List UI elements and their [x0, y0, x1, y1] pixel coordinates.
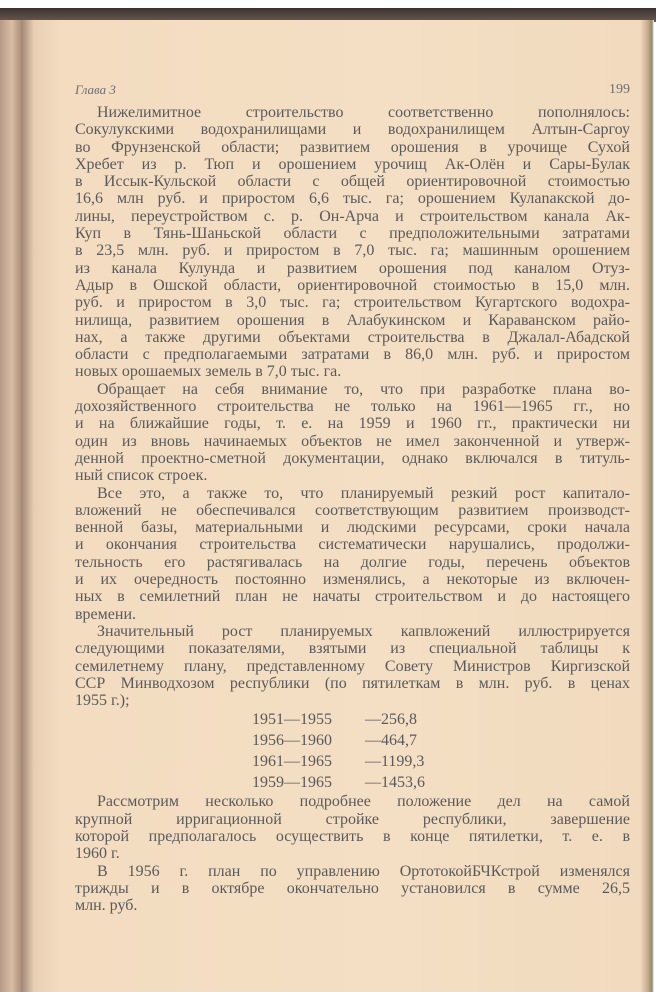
text-line: Рассмотрим несколько подробнее положение дел на самой	[97, 793, 630, 811]
text-line: ных в семилетний план не начаты строительством и до настоящего	[75, 588, 630, 606]
text-line: Все это, а также то, что планируемый резкий рост капитало-	[97, 484, 630, 502]
table-row	[75, 709, 630, 730]
text-line: которой предполагалось осуществить в конце пятилетки, т. е. в	[75, 827, 630, 845]
text-line: следующими показателями, взятыми из специальной таблицы к	[75, 640, 630, 658]
text-line: Хребет из р. Тюп и орошением урочищ Ак-Олён и Сары-Булак	[75, 155, 630, 173]
paragraphs-before-table	[75, 104, 630, 709]
value-cell: —256,8	[365, 711, 417, 729]
paragraph	[75, 623, 630, 709]
text-line: ССР Минводхозом республики (по пятилеткам в млн. руб. в ценах	[75, 674, 630, 692]
page-body	[75, 104, 630, 914]
text-line: тельность его растягивалась на долгие годы, перечень объектов	[75, 553, 630, 571]
period-cell: 1961—1965	[252, 753, 332, 771]
page-number: 199	[609, 82, 630, 97]
paragraph	[75, 793, 630, 862]
text-line: один из вновь начинаемых объектов не имел законченной и утверж-	[75, 432, 630, 450]
text-line: Значительный рост планируемых капвложений иллюстрируется	[97, 622, 630, 640]
text-line: 1955 г.);	[75, 692, 130, 710]
text-line: и окончания строительства систематически нарушались, продолжи-	[75, 536, 630, 554]
text-line: семилетнему плану, представленному Совету Министров Киргизской	[75, 657, 630, 675]
investment-table	[75, 709, 630, 793]
text-line: венной базы, материальными и людскими ресурсами, сроки начала	[75, 519, 630, 537]
text-line: лины, переустройством с. р. Он-Арча и строительством канала Ак-	[75, 207, 630, 225]
period-cell: 1959—1965	[252, 774, 332, 792]
text-line: во Фрунзенской области; развитием орошения в урочище Сухой	[75, 138, 630, 156]
paragraph	[75, 485, 630, 623]
text-line: нах, а также другими объектами строительства в Джалал-Абадской	[75, 328, 630, 346]
table-row	[75, 730, 630, 751]
text-line: Адыр в Ошской области, ориентировочной стоимостью в 15,0 млн.	[75, 276, 630, 294]
text-line: новых орошаемых земель в 7,0 тыс. га.	[75, 363, 342, 381]
text-line: Сокулукскими водохранилищами и водохранилищем Алтын-Саргоу	[75, 121, 630, 139]
text-line: Обращает на себя внимание то, что при разработке плана во-	[97, 380, 630, 398]
text-line: крупной ирригационной стройке республики, завершение	[75, 810, 630, 828]
running-header	[75, 82, 630, 98]
text-line: трижды и в октябре окончательно установился в сумме 26,5	[75, 879, 630, 897]
paragraph	[75, 104, 630, 381]
text-line: в 23,5 млн. руб. и приростом в 7,0 тыс. га; машинным орошением	[75, 242, 630, 260]
value-cell: —464,7	[365, 732, 417, 750]
text-line: денной проектно-сметной документации, однако включался в титуль-	[75, 449, 630, 467]
text-line: и на ближайшие годы, т. е. на 1959 и 1960 гг., практически ни	[75, 415, 630, 433]
table-row	[75, 772, 630, 793]
value-cell: —1453,6	[365, 774, 425, 792]
chapter-title: Глава 3	[75, 82, 116, 97]
text-line: ный список строек.	[75, 467, 208, 485]
text-line: 1960 г.	[75, 845, 120, 863]
text-line: млн. руб.	[75, 897, 138, 915]
period-cell: 1951—1955	[252, 711, 332, 729]
paragraph	[75, 381, 630, 485]
text-line: Нижелимитное строительство соответственно пополнялось:	[97, 104, 630, 121]
paragraph	[75, 863, 630, 915]
text-line: и их очередность постоянно изменялись, а некоторые из включен-	[75, 571, 630, 589]
text-line: дохозяйственного строительства не только на 1961—1965 гг., но	[75, 398, 630, 416]
text-line: из канала Кулунда и развитием орошения под каналом Отуз-	[75, 259, 630, 277]
table-row	[75, 751, 630, 772]
text-line: Куп в Тянь-Шаньской области с предположительными затратами	[75, 225, 630, 243]
text-line: руб. и приростом в 3,0 тыс. га; строительством Кугартского водохра-	[75, 294, 630, 312]
paragraphs-after-table	[75, 793, 630, 914]
text-line: В 1956 г. план по управлению ОртотокойБЧКстрой изменялся	[97, 862, 630, 880]
period-cell: 1956—1960	[252, 732, 332, 750]
value-cell: —1199,3	[365, 753, 425, 771]
text-line: вложений не обеспечивался соответствующим развитием производст-	[75, 501, 630, 519]
text-line: времени.	[75, 605, 137, 623]
text-line: 16,6 млн руб. и приростом 6,6 тыс. га; орошением Кулanакской до-	[75, 190, 630, 208]
text-line: нилища, развитием орошения в Алабукинском и Караванском райо-	[75, 311, 630, 329]
text-line: области с предполагаемыми затратами в 86,0 млн. руб. и приростом	[75, 346, 630, 364]
text-line: в Иссык-Кульской области с общей ориентировочной стоимостью	[75, 173, 630, 191]
